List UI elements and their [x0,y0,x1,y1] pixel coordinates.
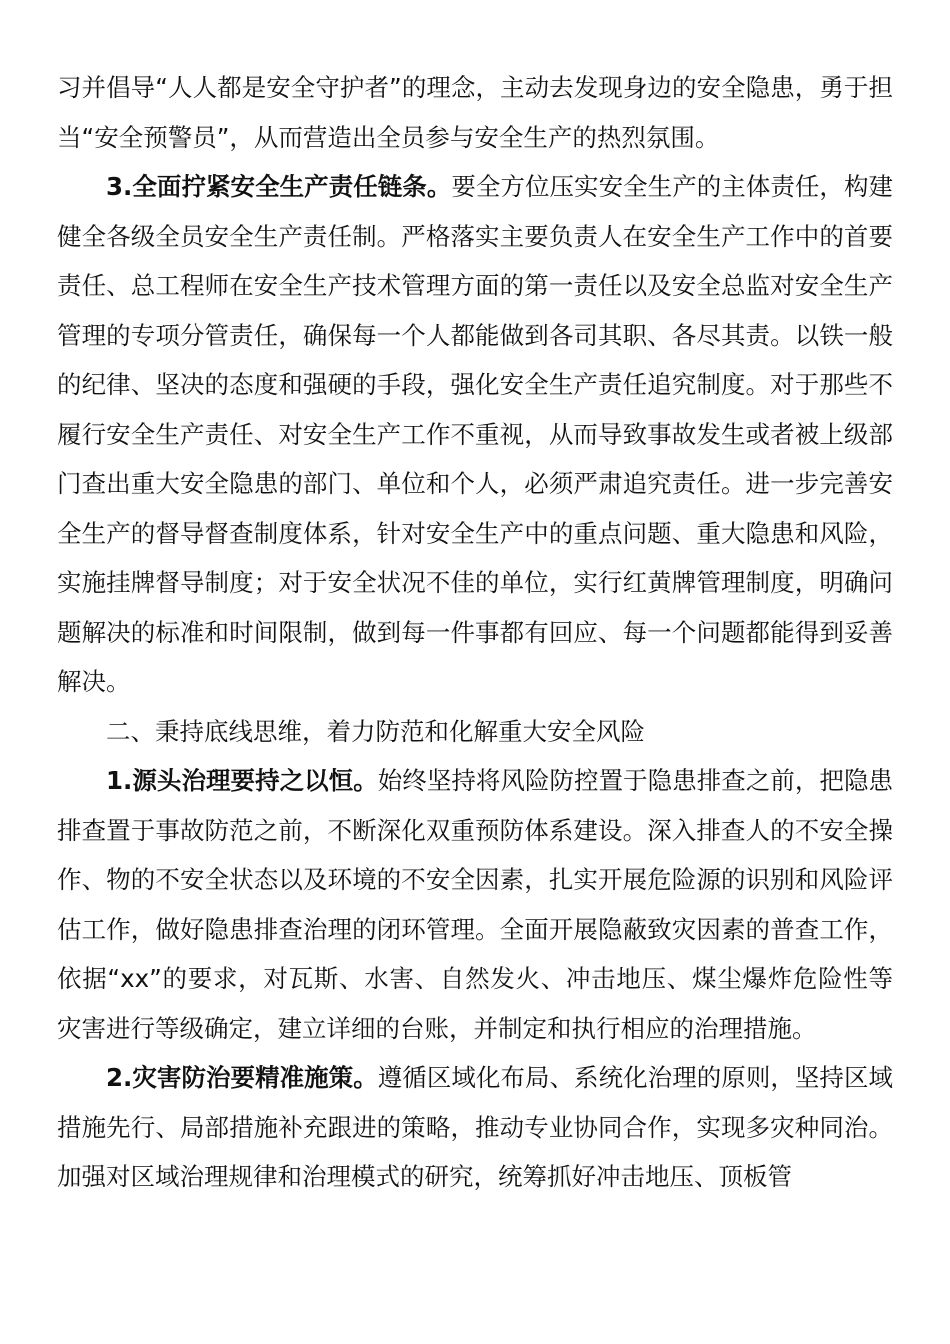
section-heading [57,707,893,757]
paragraph-text: 遵循区域化布局、系统化治理的原则，坚持区域措施先行、局部措施补充跟进的策略，推动专业协同合作，实现多灾种同治。加强对区域治理规律和治理模式的研究，统筹抓好冲击地压、顶板管 [57,1063,893,1191]
paragraph-text: 始终坚持将风险防控置于隐患排查之前，把隐患排查置于事故防范之前，不断深化双重预防体系建设。深入排查人的不安全操作、物的不安全状态以及环境的不安全因素，扎实开展危险源的识别和风险评估工作，做好隐患排查治理的闭环管理。全面开展隐蔽致灾因素的普查工作，依据“xx”的要求，对瓦斯、水害、自然发火、冲击地压、煤尘爆炸危险性等灾害进行等级确定，建立详细的台账，并制定和执行相应的治理措施。 [57,766,893,1043]
paragraph-source-governance [57,756,893,1053]
paragraph-text: 习并倡导“人人都是安全守护者”的理念，主动去发现身边的安全隐患，勇于担当“安全预警员”，从而营造出全员参与安全生产的热烈氛围。 [57,73,893,152]
paragraph-lead-heading: 1.源头治理要持之以恒。 [106,766,378,795]
document-body [57,63,893,1202]
paragraph-lead-heading: 3.全面拧紧安全生产责任链条。 [106,172,452,201]
paragraph-responsibility-chain [57,162,893,707]
paragraph-continuation [57,63,893,162]
section-heading-text: 二、秉持底线思维，着力防范和化解重大安全风险 [106,716,645,746]
paragraph-text: 要全方位压实安全生产的主体责任，构建健全各级全员安全生产责任制。严格落实主要负责人在安全生产工作中的首要责任、总工程师在安全生产技术管理方面的第一责任以及安全总监对安全生产管理的专项分管责任，确保每一个人都能做到各司其职、各尽其责。以铁一般的纪律、坚决的态度和强硬的手段，强化安全生产责任追究制度。对于那些不履行安全生产责任、对安全生产工作不重视，从而导致事故发生或者被上级部门查出重大安全隐患的部门、单位和个人，必须严肃追究责任。进一步完善安全生产的督导督查制度体系，针对安全生产中的重点问题、重大隐患和风险，实施挂牌督导制度；对于安全状况不佳的单位，实行红黄牌管理制度，明确问题解决的标准和时间限制，做到每一件事都有回应、每一个问题都能得到妥善解决。 [57,172,893,696]
paragraph-disaster-prevention [57,1053,893,1202]
paragraph-lead-heading: 2.灾害防治要精准施策。 [106,1063,378,1092]
